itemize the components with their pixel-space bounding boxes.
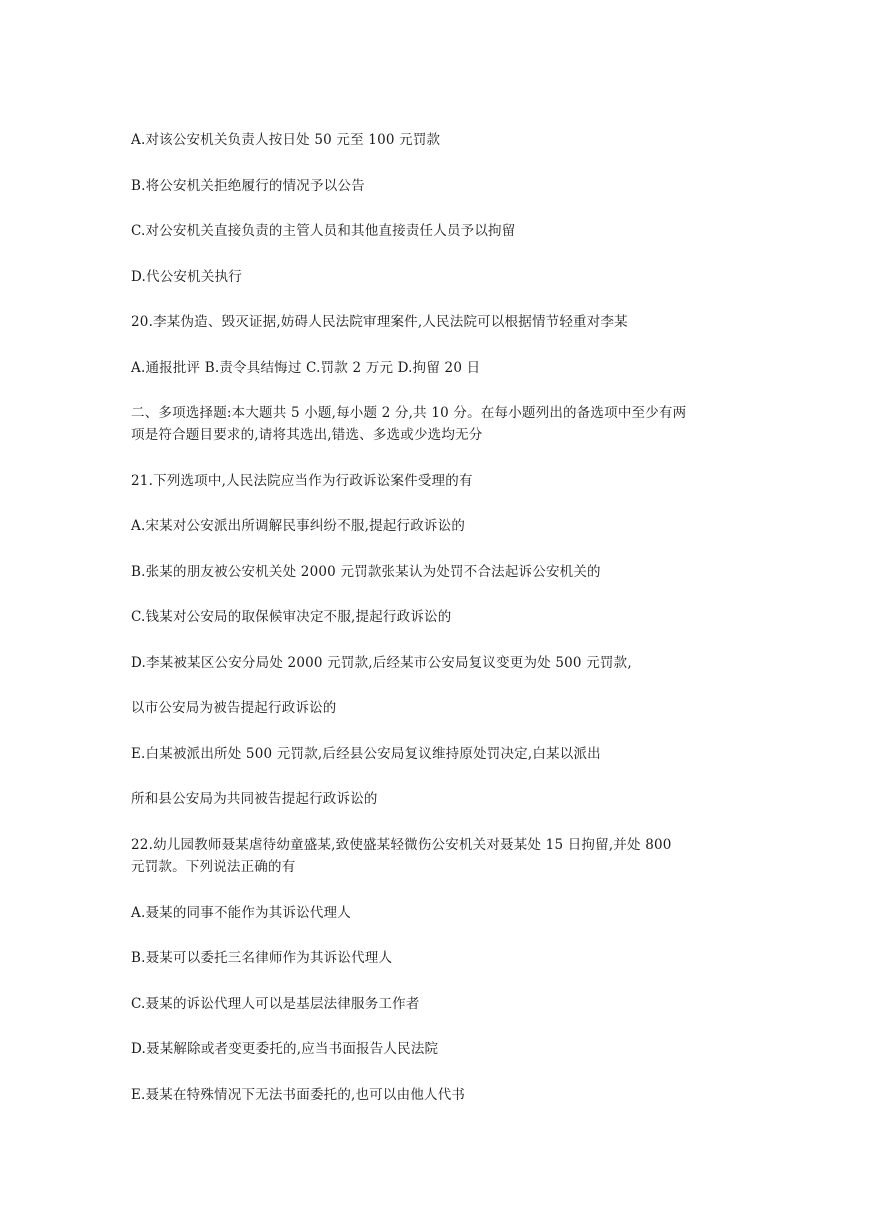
option-21c: C.钱某对公安局的取保候审决定不服,提起行政诉讼的 xyxy=(131,609,452,625)
option-19a: A.对该公安机关负责人按日处 50 元至 100 元罚款 xyxy=(131,132,441,148)
option-22d: D.聂某解除或者变更委托的,应当书面报告人民法院 xyxy=(131,1041,439,1057)
option-19b: B.将公安机关拒绝履行的情况予以公告 xyxy=(131,178,365,194)
option-22e: E.聂某在特殊情况下无法书面委托的,也可以由他人代书 xyxy=(131,1087,466,1103)
option-21a: A.宋某对公安派出所调解民事纠纷不服,提起行政诉讼的 xyxy=(131,518,466,534)
options-20: A.通报批评 B.责令具结悔过 C.罚款 2 万元 D.拘留 20 日 xyxy=(131,360,481,376)
option-19d: D.代公安机关执行 xyxy=(131,269,242,285)
question-22-line-1: 22.幼儿园教师聂某虐待幼童盛某,致使盛某轻微伤公安机关对聂某处 15 日拘留,并处 800 xyxy=(131,837,672,853)
option-22b: B.聂某可以委托三名律师作为其诉讼代理人 xyxy=(131,950,393,966)
option-22a: A.聂某的同事不能作为其诉讼代理人 xyxy=(131,905,351,921)
question-21: 21.下列选项中,人民法院应当作为行政诉讼案件受理的有 xyxy=(131,473,473,489)
option-21d-line-1: D.李某被某区公安分局处 2000 元罚款,后经某市公安局复议变更为处 500 元罚款, xyxy=(131,655,632,671)
option-21b: B.张某的朋友被公安机关处 2000 元罚款张某认为处罚不合法起诉公安机关的 xyxy=(131,564,601,580)
option-19c: C.对公安机关直接负责的主管人员和其他直接责任人员予以拘留 xyxy=(131,223,516,239)
option-21e-line-2: 所和县公安局为共同被告提起行政诉讼的 xyxy=(131,791,378,807)
option-21e-line-1: E.白某被派出所处 500 元罚款,后经县公安局复议维持原处罚决定,白某以派出 xyxy=(131,746,601,762)
question-22-line-2: 元罚款。下列说法正确的有 xyxy=(131,859,296,875)
section-heading-line-2: 项是符合题目要求的,请将其选出,错选、多选或少选均无分 xyxy=(131,427,483,443)
section-heading-line-1: 二、多项选择题:本大题共 5 小题,每小题 2 分,共 10 分。在每小题列出的备选项中至少有两 xyxy=(131,405,687,421)
question-20: 20.李某伪造、毁灭证据,妨碍人民法院审理案件,人民法院可以根据情节轻重对李某 xyxy=(131,314,628,330)
option-21d-line-2: 以市公安局为被告提起行政诉讼的 xyxy=(131,700,337,716)
option-22c: C.聂某的诉讼代理人可以是基层法律服务工作者 xyxy=(131,996,420,1012)
